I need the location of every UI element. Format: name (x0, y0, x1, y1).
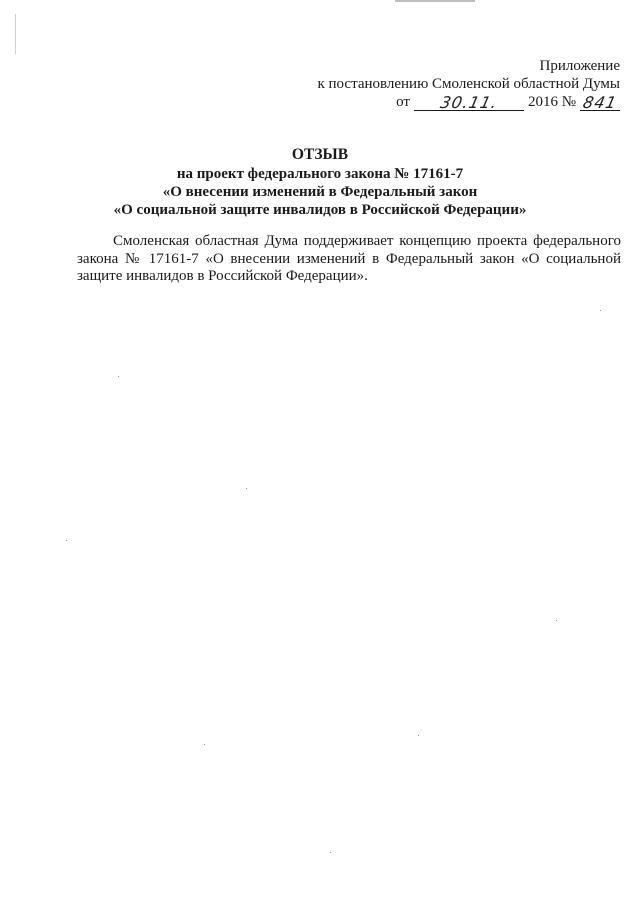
title-line-1: на проект федерального закона № 17161-7 (176, 166, 464, 182)
scan-speck (330, 852, 331, 853)
scan-speck (118, 376, 119, 377)
scan-artifact-left (15, 14, 16, 54)
body-paragraph: Смоленская областная Дума поддерживает концепцию проекта федерального закона № 17161-7 «О внесении изменений в Федеральный закон «О социальной защите инвалидов в Российской Федерации». (77, 233, 621, 284)
appendix-resolution-ref: к постановлению Смоленской областной Думы (317, 76, 620, 92)
handwritten-date: 30.11. (438, 93, 500, 112)
date-blank (414, 94, 524, 111)
appendix-header (317, 57, 620, 111)
scan-speck (418, 735, 419, 736)
appendix-label: Приложение (539, 58, 620, 74)
document-heading: ОТЗЫВ (291, 146, 349, 163)
appendix-date-row (317, 93, 620, 111)
date-prefix: от (396, 94, 410, 110)
scan-speck (600, 310, 601, 311)
scan-artifact-top (395, 0, 475, 2)
scan-speck (204, 744, 205, 745)
scan-speck (66, 540, 67, 541)
document-title-block (0, 146, 640, 219)
date-year: 2016 № (527, 94, 576, 110)
number-blank (580, 94, 620, 111)
title-line-2: «О внесении изменений в Федеральный закон (162, 184, 478, 200)
title-line-3: «О социальной защите инвалидов в Российской Федерации» (113, 202, 527, 218)
handwritten-number: 841 (581, 93, 619, 112)
scan-speck (556, 620, 557, 621)
scan-speck (246, 488, 247, 489)
